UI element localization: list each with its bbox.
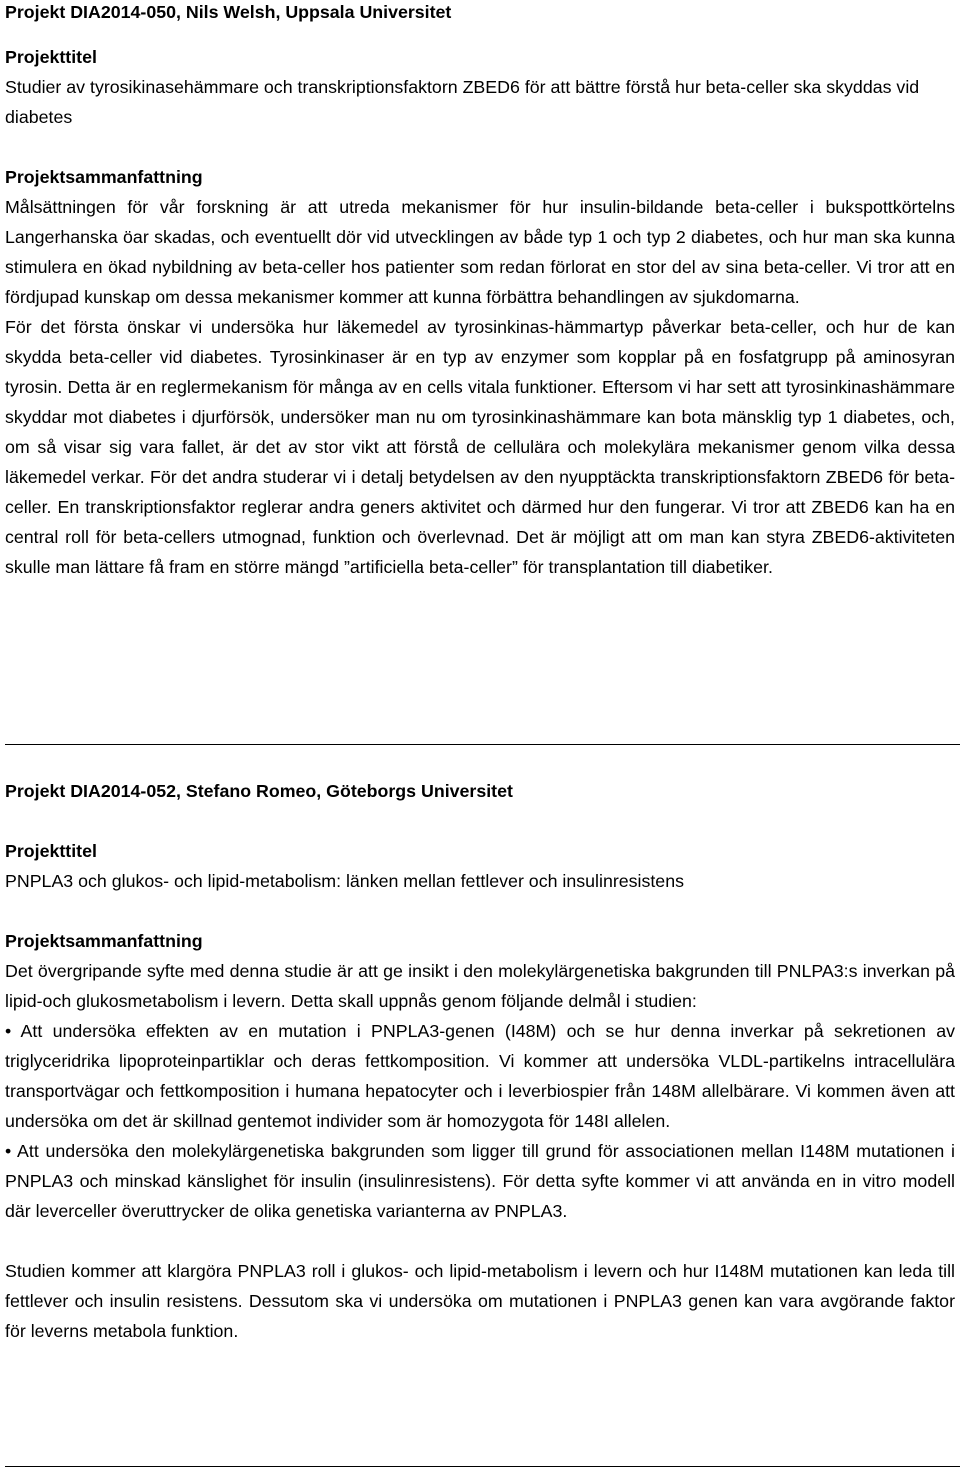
project-2-heading: Projekt DIA2014-052, Stefano Romeo, Göteborgs Universitet bbox=[5, 781, 513, 801]
project-2-summary-label: Projektsammanfattning bbox=[5, 931, 203, 951]
section-divider bbox=[5, 744, 960, 745]
project-2-conclusion: Studien kommer att klargöra PNPLA3 roll i glukos- och lipid-metabolism i levern och hur I148M mutationen kan leda till fettlever och insulin resistens. Dessutom ska vi undersöka om mutationen i PNPLA3 genen kan vara avgörande faktor för leverns metabola funktion. bbox=[5, 1261, 955, 1341]
project-2-title: PNPLA3 och glukos- och lipid-metabolism: länken mellan fettlever och insulinresistens bbox=[5, 871, 684, 891]
project-2-bullet-1: • Att undersöka effekten av en mutation i PNPLA3-genen (I48M) och se hur denna inverkar på sekretionen av triglyceridrika lipoproteinpartiklar och deras fettkomposition. Vi kommer att undersöka VLDL-partikelns intracellulära transportvägar och fettkomposition i humana hepatocyter och i leverbiospier från 148M allelbärare. Vi kommen även att undersöka om det är skillnad gentemot individer som är homozygota för 148I allelen. bbox=[5, 1021, 955, 1131]
project-1-title: Studier av tyrosikinasehämmare och transkriptionsfaktorn ZBED6 för att bättre förstå hur beta-celler ska skyddas vid diabetes bbox=[5, 77, 920, 127]
project-1-title-label: Projekttitel bbox=[5, 47, 97, 67]
project-1-summary-paragraph-1: Målsättningen för vår forskning är att utreda mekanismer för hur insulin-bildande beta-celler i bukspottkörtelns Langerhanska öar skadas, och eventuellt dör vid utvecklingen av både typ 1 och typ 2 diabetes, och hur man ska kunna stimulera en ökad nybildning av beta-celler hos patienter som redan förlorat en stor del av sina beta-celler. Vi tror att en fördjupad kunskap om dessa mekanismer kommer att kunna förbättra behandlingen av sjukdomarna. bbox=[5, 197, 955, 307]
project-2-summary-intro: Det övergripande syfte med denna studie är att ge insikt i den molekylärgenetiska bakgrunden till PNLPA3:s inverkan på lipid-och glukosmetabolism i levern. Detta skall uppnås genom följande delmål i studien: bbox=[5, 961, 955, 1011]
project-2 bbox=[5, 776, 955, 1346]
bottom-divider bbox=[5, 1466, 960, 1467]
project-1-heading: Projekt DIA2014-050, Nils Welsh, Uppsala Universitet bbox=[5, 2, 452, 22]
project-1-summary-label: Projektsammanfattning bbox=[5, 167, 203, 187]
project-2-title-label: Projekttitel bbox=[5, 841, 97, 861]
project-2-bullet-2: • Att undersöka den molekylärgenetiska bakgrunden som ligger till grund för associationen mellan I148M mutationen i PNPLA3 och minskad känslighet för insulin (insulinresistens). För detta syfte kommer vi att använda en in vitro modell där leverceller överuttrycker de olika genetiska varianterna av PNPLA3. bbox=[5, 1141, 955, 1221]
project-1 bbox=[5, 0, 955, 582]
project-1-summary-paragraph-2: För det första önskar vi undersöka hur läkemedel av tyrosinkinas-hämmartyp påverkar beta-celler, och hur de kan skydda beta-celler vid diabetes. Tyrosinkinaser är en typ av enzymer som kopplar på en fosfatgrupp på aminosyran tyrosin. Detta är en reglermekanism för många av en cells vitala funktioner. Eftersom vi har sett att tyrosinkinashämmare skyddar mot diabetes i djurförsök, undersöker man nu om tyrosinkinashämmare kan bota mänsklig typ 1 diabetes, och, om så visar sig vara fallet, är det av stor vikt att förstå de cellulära och molekylära mekanismer genom vilka dessa läkemedel verkar. För det andra studerar vi i detalj betydelsen av den nyupptäckta transkriptionsfaktorn ZBED6 för beta-celler. En transkriptionsfaktor reglerar andra geners aktivitet och därmed hur den fungerar. Vi tror att ZBED6 kan ha en central roll för beta-cellers utmognad, funktion och överlevnad. Det är möjligt att om man kan styra ZBED6-aktiviteten skulle man lättare få fram en större mängd ”artificiella beta-celler” för transplantation till diabetiker. bbox=[5, 317, 955, 577]
